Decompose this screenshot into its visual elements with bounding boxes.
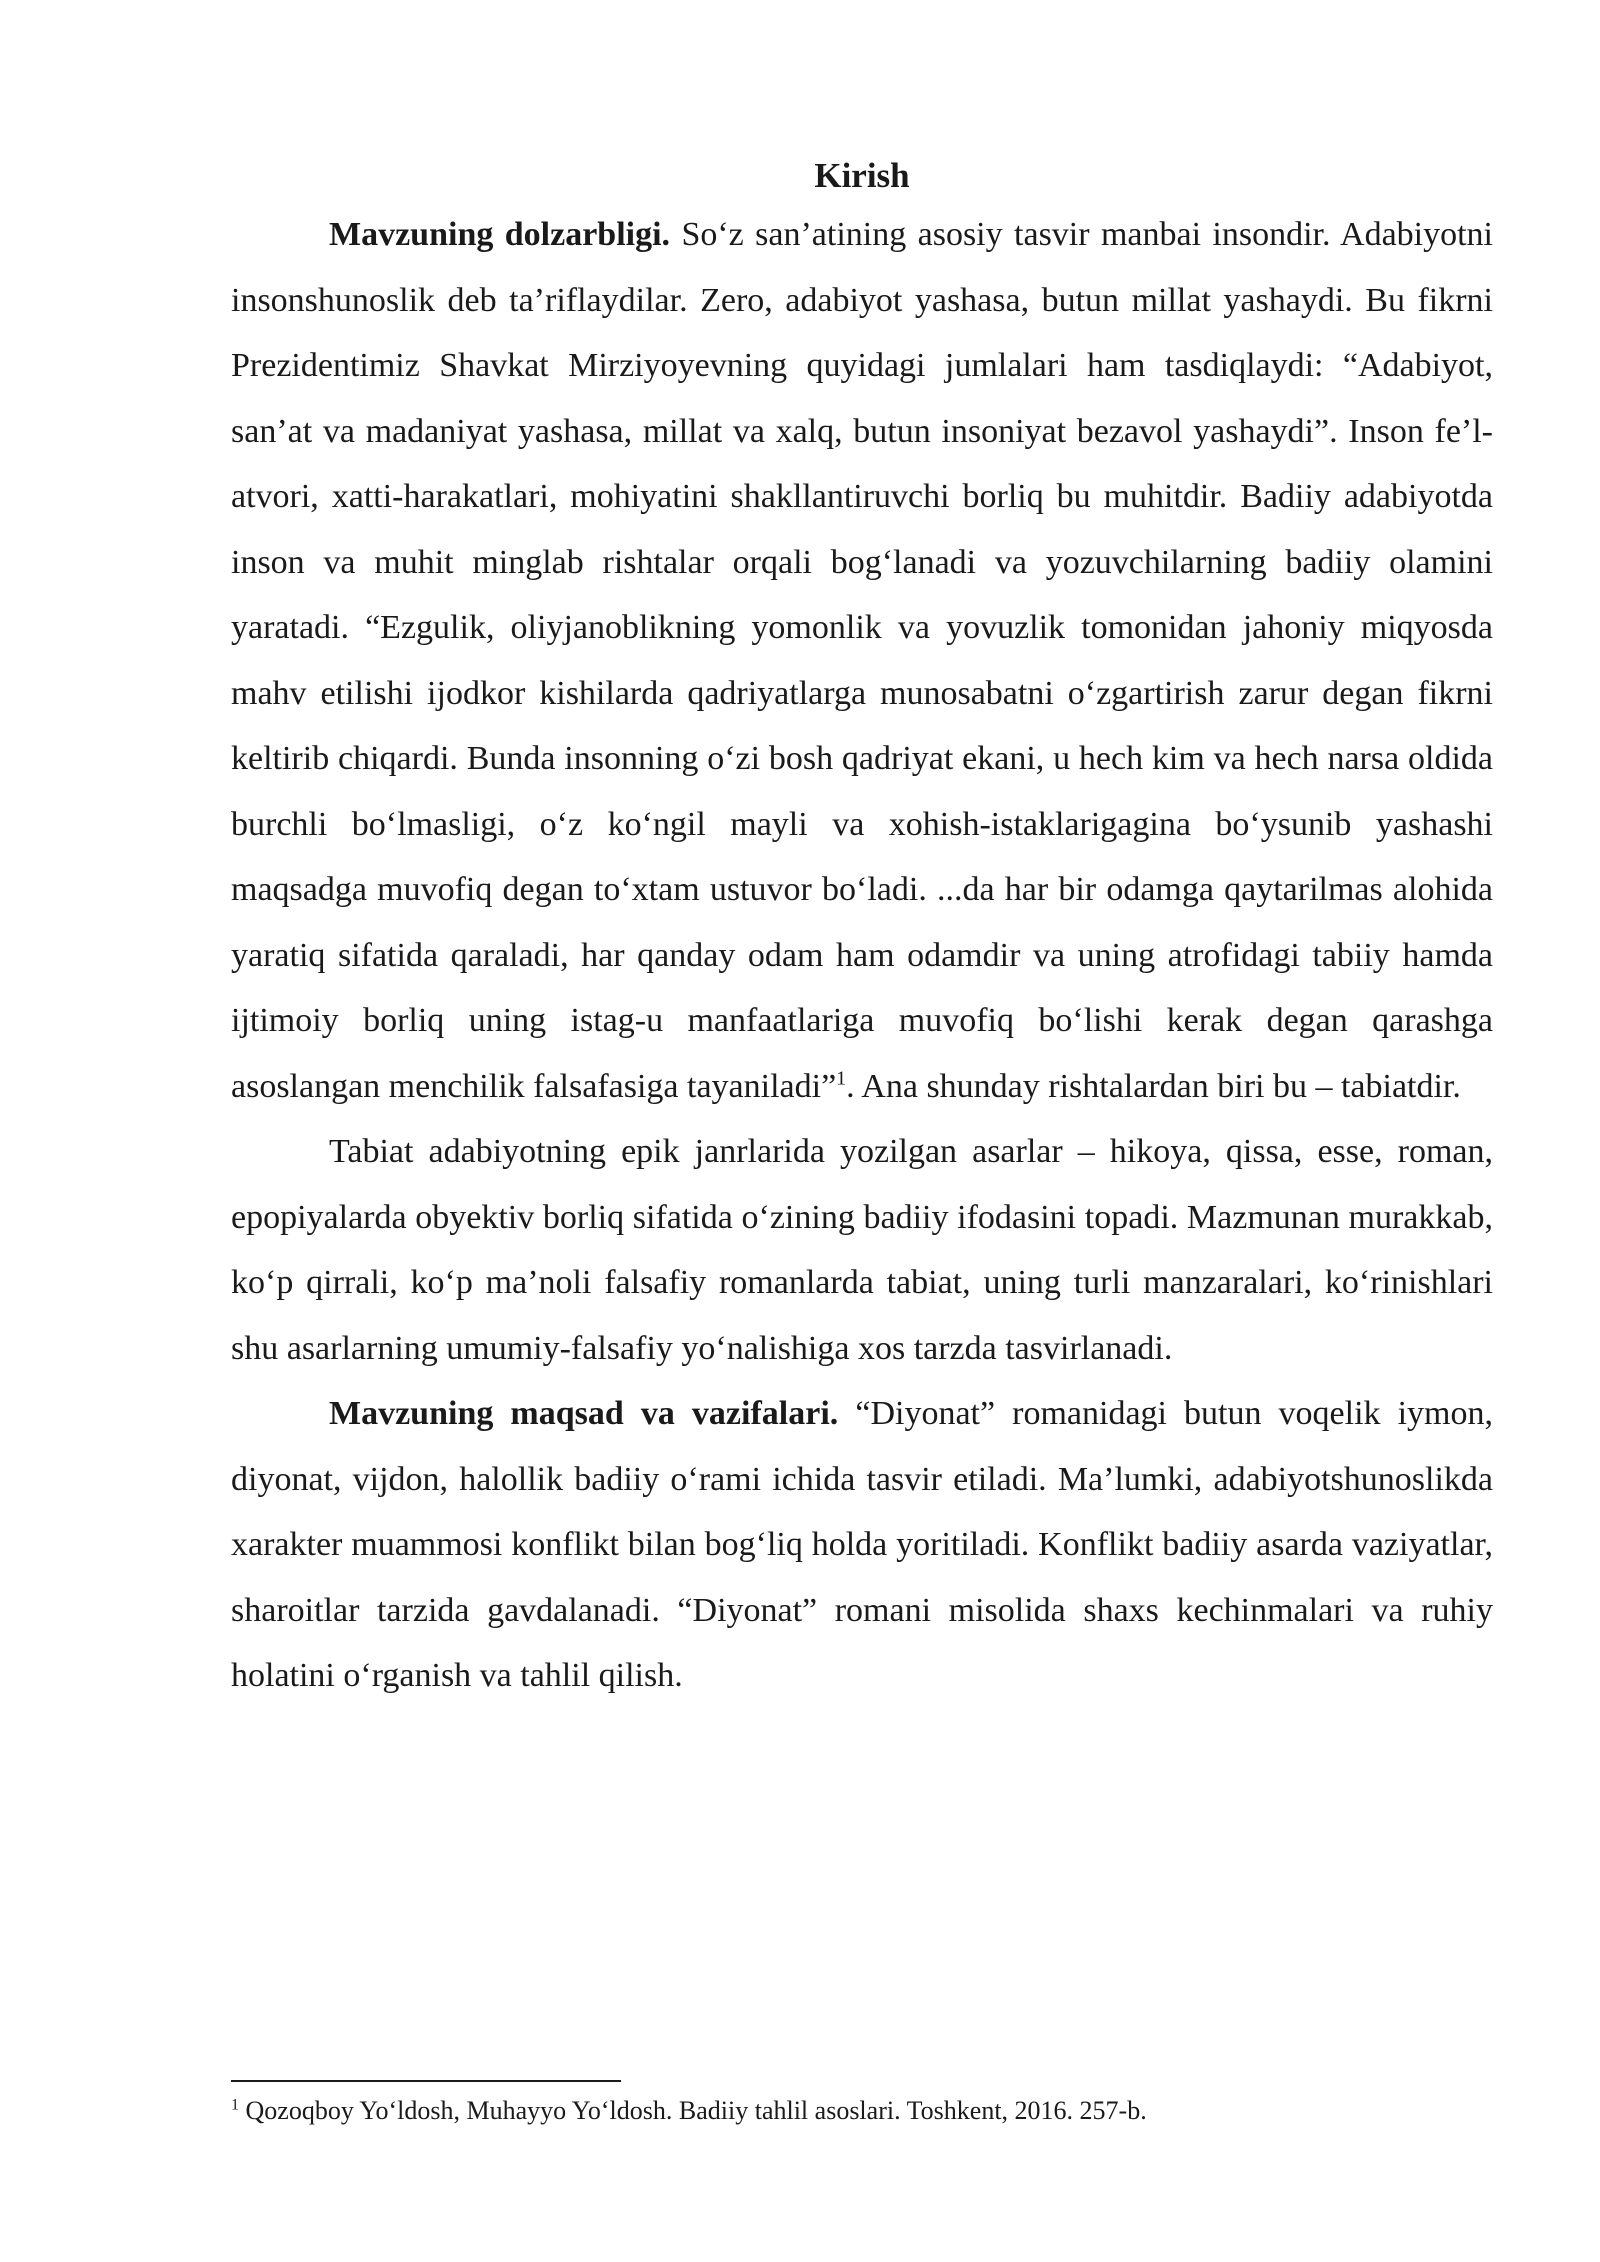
paragraph-text: “Diyonat” romanidagi butun voqelik iymon, diyonat, vijdon, halollik badiiy o‘rami ichida tasvir etiladi. Ma’lumki, adabiyotshunoslikda xarakter muammosi konflikt bilan bog‘liq holda yoritiladi. Konflikt badiiy asarda vaziyatlar, sharoitlar tarzida gavdalanadi. “Diyonat” romani misolida shaxs kechinmalari va ruhiy holatini o‘rganish va tahlil qilish. — [231, 1395, 1493, 1694]
paragraph-relevance — [231, 202, 1493, 1119]
paragraph-nature — [231, 1119, 1493, 1381]
page-title: Kirish — [814, 156, 910, 195]
paragraph-text: So‘z san’atining asosiy tasvir manbai insondir. Adabiyotni insonshunoslik deb ta’riflaydilar. Zero, adabiyot yashasa, butun millat yashaydi. Bu fikrni Prezidentimiz Shavkat Mirziyoyevning quyidagi jumlalari ham tasdiqlaydi: “Adabiyot, san’at va madaniyat yashasa, millat va xalq, butun insoniyat bezavol yashaydi”. Inson fe’l-atvori, xatti-harakatlari, mohiyatini shakllantiruvchi borliq bu muhitdir. Badiiy adabiyotda inson va muhit minglab rishtalar orqali bog‘lanadi va yozuvchilarning badiiy olamini yaratadi. “Ezgulik, oliyjanoblikning yomonlik va yovuzlik tomonidan jahoniy miqyosda mahv etilishi ijodkor kishilarda qadriyatlarga munosabatni o‘zgartirish zarur degan fikrni keltirib chiqardi. Bunda insonning o‘zi bosh qadriyat ekani, u hech kim va hech narsa oldida burchli bo‘lmasligi, o‘z ko‘ngil mayli va xohish-istaklarigagina bo‘ysunib yashashi maqsadga muvofiq degan to‘xtam ustuvor bo‘ladi. ...da har bir odamga qaytarilmas alohida yaratiq sifatida qaraladi, har qanday odam ham odamdir va uning atrofidagi tabiiy hamda ijtimoiy borliq uning istag-u manfaatlariga muvofiq bo‘lishi kerak degan qarashga asoslangan menchilik falsafasiga tayaniladi” — [231, 216, 1494, 1105]
footnote-number: 1 — [231, 2096, 239, 2114]
document-page — [231, 150, 1493, 1709]
footnote-divider — [231, 2080, 621, 2082]
footnote-reference[interactable]: 1 — [836, 1067, 847, 1090]
paragraph-lead: Mavzuning dolzarbligi. — [329, 216, 671, 253]
footnote-text: Qozoqboy Yo‘ldosh, Muhayyo Yo‘ldosh. Badiiy tahlil asoslari. Toshkent, 2016. 257-b. — [239, 2096, 1147, 2125]
paragraph-goals — [231, 1381, 1493, 1709]
paragraph-text: Tabiat adabiyotning epik janrlarida yozilgan asarlar – hikoya, qissa, esse, roman, epopiyalarda obyektiv borliq sifatida o‘zining badiiy ifodasini topadi. Mazmunan murakkab, ko‘p qirrali, ko‘p ma’noli falsafiy romanlarda tabiat, uning turli manzaralari, ko‘rinishlari shu asarlarning umumiy-falsafiy yo‘nalishiga xos tarzda tasvirlanadi. — [231, 1133, 1493, 1367]
footnote — [231, 2093, 1493, 2129]
paragraph-text: . Ana shunday rishtalardan biri bu – tabiatdir. — [846, 1067, 1461, 1105]
paragraph-lead: Mavzuning maqsad va vazifalari. — [329, 1395, 839, 1432]
